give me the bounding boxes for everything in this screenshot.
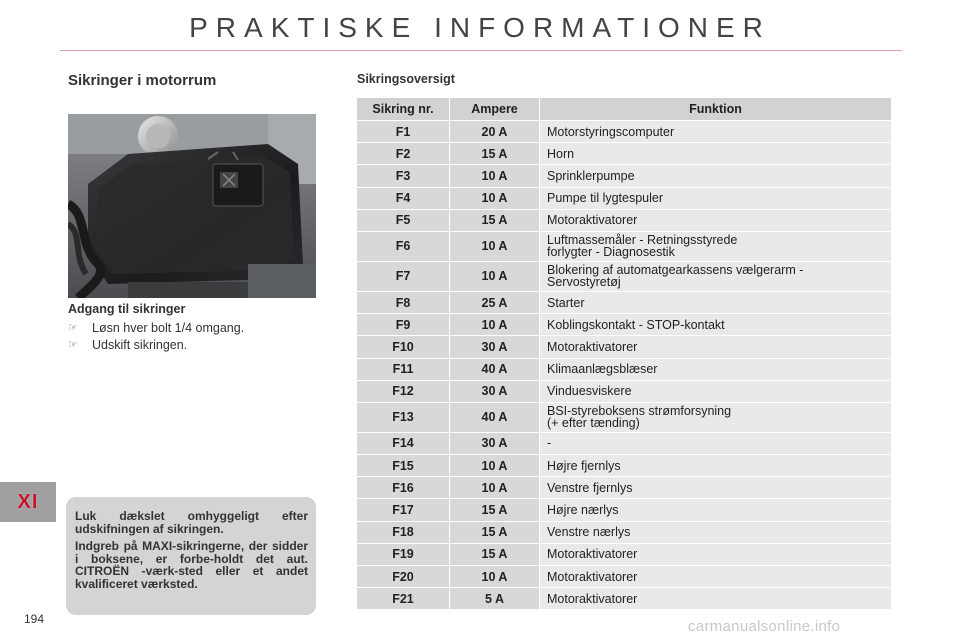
- function-cell: [540, 314, 892, 336]
- function-line: Servostyretøj: [547, 275, 621, 290]
- table-row: [357, 477, 892, 499]
- function-line: Motoraktivatorer: [547, 569, 638, 584]
- function-line: Pumpe til lygtespuler: [547, 191, 664, 206]
- chapter-tab: [0, 482, 56, 522]
- function-line: forlygter - Diagnosestik: [547, 245, 675, 260]
- function-cell: [540, 261, 892, 291]
- function-line: Blokering af automatgearkassens vælgerarm -: [547, 263, 804, 278]
- header-divider: [60, 50, 902, 51]
- function-line: Motorstyringscomputer: [547, 124, 675, 139]
- function-line: Koblingskontakt - STOP-kontakt: [547, 317, 725, 332]
- ampere-cell: 30 A: [450, 336, 540, 358]
- table-row: [357, 432, 892, 454]
- function-line: Motoraktivatorer: [547, 339, 638, 354]
- engine-fuse-box-photo: [68, 114, 316, 298]
- fuse-number-cell: F7: [357, 261, 450, 291]
- table-row: [357, 588, 892, 610]
- function-cell: [540, 380, 892, 402]
- fuse-number-cell: F2: [357, 143, 450, 165]
- table-row: [357, 291, 892, 313]
- ampere-cell: 10 A: [450, 187, 540, 209]
- step-text: Udskift sikringen.: [92, 337, 188, 352]
- table-row: [357, 121, 892, 143]
- function-cell: [540, 588, 892, 610]
- function-line: Starter: [547, 295, 585, 310]
- engine-illustration: [68, 114, 316, 298]
- table-row: [357, 187, 892, 209]
- function-line: Venstre fjernlys: [547, 480, 633, 495]
- function-line: Højre fjernlys: [547, 458, 621, 473]
- function-line: Motoraktivatorer: [547, 213, 638, 228]
- table-row: [357, 455, 892, 477]
- fuse-number-cell: F10: [357, 336, 450, 358]
- function-cell: [540, 566, 892, 588]
- fuse-number-cell: F6: [357, 231, 450, 261]
- table-row: [357, 314, 892, 336]
- ampere-cell: 10 A: [450, 261, 540, 291]
- table-row: [357, 209, 892, 231]
- page-title: PRAKTISKE INFORMATIONER: [189, 12, 771, 43]
- function-cell: [540, 121, 892, 143]
- fuse-number-cell: F5: [357, 209, 450, 231]
- fuse-number-cell: F14: [357, 432, 450, 454]
- function-line: Højre nærlys: [547, 503, 619, 518]
- ampere-cell: 15 A: [450, 499, 540, 521]
- function-cell: [540, 187, 892, 209]
- fuse-number-cell: F4: [357, 187, 450, 209]
- function-cell: [540, 477, 892, 499]
- fuse-number-cell: F18: [357, 521, 450, 543]
- function-cell: [540, 209, 892, 231]
- ampere-cell: 15 A: [450, 521, 540, 543]
- ampere-cell: 15 A: [450, 143, 540, 165]
- function-line: Vinduesviskere: [547, 384, 632, 399]
- function-cell: [540, 402, 892, 432]
- ampere-cell: 40 A: [450, 358, 540, 380]
- list-item: [68, 319, 244, 336]
- ampere-cell: 10 A: [450, 165, 540, 187]
- overview-title: Sikringsoversigt: [357, 72, 455, 86]
- note-paragraph: Indgreb på MAXI-sikringerne, der sidder i boksene, er forbe-holdt det aut. CITROËN -værk-sted eller et andet kvalificeret værksted.: [75, 539, 308, 591]
- function-line: -: [547, 436, 552, 451]
- watermark: carmanualsonline.info: [688, 618, 841, 635]
- table-row: [357, 521, 892, 543]
- function-cell: [540, 165, 892, 187]
- table-row: [357, 402, 892, 432]
- table-header-row: [357, 98, 892, 121]
- fuse-number-cell: F19: [357, 543, 450, 565]
- function-cell: [540, 291, 892, 313]
- section-title: Sikringer i motorrum: [68, 72, 217, 89]
- fuse-number-cell: F21: [357, 588, 450, 610]
- fuse-number-cell: F17: [357, 499, 450, 521]
- table-row: [357, 261, 892, 291]
- note-paragraph: Luk dækslet omhyggeligt efter udskifningen af sikringen.: [75, 509, 308, 536]
- chapter-label: XI: [17, 490, 39, 513]
- page-number: 194: [24, 612, 45, 626]
- list-item: [68, 336, 244, 353]
- ampere-cell: 15 A: [450, 209, 540, 231]
- fuse-number-cell: F9: [357, 314, 450, 336]
- fuse-number-cell: F3: [357, 165, 450, 187]
- function-cell: [540, 336, 892, 358]
- ampere-cell: 10 A: [450, 477, 540, 499]
- function-line: BSI-styreboksens strømforsyning: [547, 404, 732, 419]
- step-text: Løsn hver bolt 1/4 omgang.: [92, 320, 245, 335]
- fuse-number-cell: F11: [357, 358, 450, 380]
- function-line: Venstre nærlys: [547, 525, 631, 540]
- function-cell: [540, 499, 892, 521]
- ampere-cell: 10 A: [450, 231, 540, 261]
- ampere-cell: 25 A: [450, 291, 540, 313]
- function-cell: [540, 143, 892, 165]
- fuse-number-cell: F13: [357, 402, 450, 432]
- function-line: Luftmassemåler - Retningsstyrede: [547, 233, 738, 248]
- ampere-cell: 30 A: [450, 432, 540, 454]
- function-cell: [540, 231, 892, 261]
- function-line: Horn: [547, 146, 575, 161]
- pointing-hand-icon: ☞: [68, 339, 78, 351]
- table-row: [357, 358, 892, 380]
- table-row: [357, 499, 892, 521]
- access-heading: Adgang til sikringer: [68, 302, 186, 316]
- table-row: [357, 143, 892, 165]
- fuse-number-cell: F15: [357, 455, 450, 477]
- function-line: Motoraktivatorer: [547, 547, 638, 562]
- ampere-cell: 10 A: [450, 455, 540, 477]
- ampere-cell: 10 A: [450, 314, 540, 336]
- column-header-fuse-nr: Sikring nr.: [357, 98, 450, 121]
- fuse-number-cell: F20: [357, 566, 450, 588]
- ampere-cell: 5 A: [450, 588, 540, 610]
- ampere-cell: 30 A: [450, 380, 540, 402]
- function-line: Sprinklerpumpe: [547, 168, 635, 183]
- table-row: [357, 165, 892, 187]
- pointing-hand-icon: ☞: [68, 322, 78, 334]
- fuse-table: [356, 97, 892, 610]
- ampere-cell: 40 A: [450, 402, 540, 432]
- fuse-number-cell: F16: [357, 477, 450, 499]
- fuse-number-cell: F1: [357, 121, 450, 143]
- ampere-cell: 10 A: [450, 566, 540, 588]
- function-line: Motoraktivatorer: [547, 591, 638, 606]
- function-cell: [540, 432, 892, 454]
- table-row: [357, 231, 892, 261]
- column-header-function: Funktion: [540, 98, 892, 121]
- access-steps-list: [68, 319, 244, 353]
- fuse-number-cell: F8: [357, 291, 450, 313]
- table-row: [357, 380, 892, 402]
- fuse-number-cell: F12: [357, 380, 450, 402]
- column-header-ampere: Ampere: [450, 98, 540, 121]
- fuse-table-body: [357, 121, 892, 610]
- table-row: [357, 336, 892, 358]
- function-cell: [540, 521, 892, 543]
- function-cell: [540, 543, 892, 565]
- note-box: [66, 497, 316, 615]
- table-row: [357, 566, 892, 588]
- table-row: [357, 543, 892, 565]
- function-line: Klimaanlægsblæser: [547, 362, 658, 377]
- ampere-cell: 15 A: [450, 543, 540, 565]
- function-cell: [540, 358, 892, 380]
- function-line: (+ efter tænding): [547, 416, 640, 431]
- function-cell: [540, 455, 892, 477]
- ampere-cell: 20 A: [450, 121, 540, 143]
